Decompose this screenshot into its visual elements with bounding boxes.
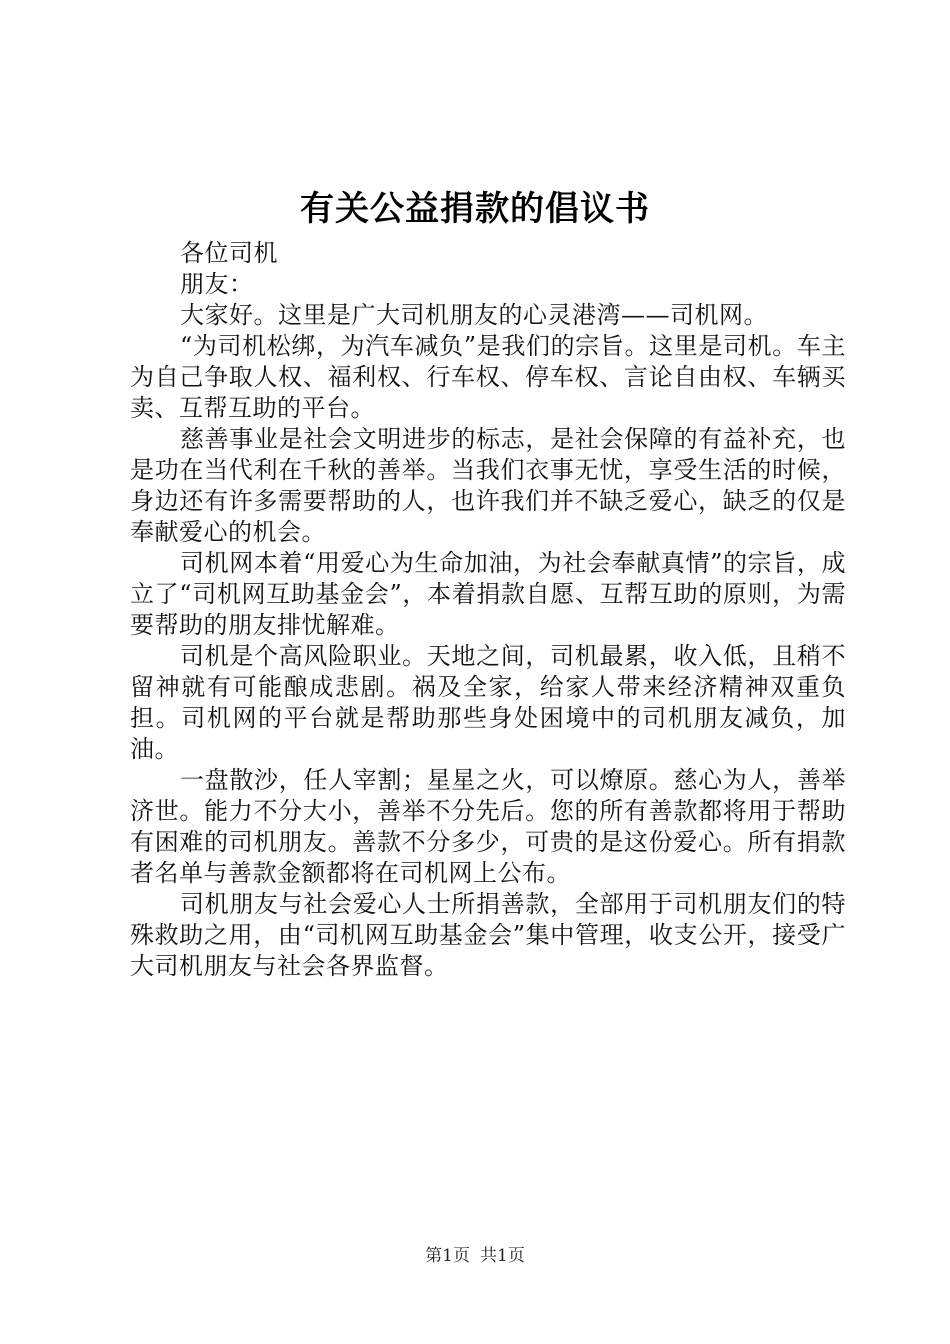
paragraph-appeal: 一盘散沙，任人宰割；星星之火，可以燎原。慈心为人，善举济世。能力不分大小，善举不分先后。您的所有善款都将用于帮助有困难的司机朋友。善款不分多少，可贵的是这份爱心。所有捐款者名单与善款金额都将在司机网上公布。 [130,766,846,887]
paragraph-greeting: 大家好。这里是广大司机朋友的心灵港湾——司机网。 [180,301,768,329]
paragraph-foundation: 司机网本着“用爱心为生命加油，为社会奉献真情”的宗旨，成立了“司机网互助基金会”，本着捐款自愿、互帮互助的原则，为需要帮助的朋友排忧解难。 [130,549,846,639]
page-number: 第1页 [425,1246,470,1266]
salutation-line-1: 各位司机 [180,239,278,267]
document-body [130,238,846,982]
paragraph-charity: 慈善事业是社会文明进步的标志，是社会保障的有益补充，也是功在当代利在千秋的善举。当我们衣事无忧，享受生活的时候，身边还有许多需要帮助的人，也许我们并不缺乏爱心，缺乏的仅是奉献爱心的机会。 [130,425,846,546]
page-footer [0,1244,950,1268]
page-total: 共1页 [480,1246,525,1266]
paragraph-purpose: “为司机松绑，为汽车减负”是我们的宗旨。这里是司机。车主为自己争取人权、福利权、行车权、停车权、言论自由权、车辆买卖、互帮互助的平台。 [130,332,846,422]
paragraph-risk: 司机是个高风险职业。天地之间，司机最累，收入低，且稍不留神就有可能酿成悲剧。祸及全家，给家人带来经济精神双重负担。司机网的平台就是帮助那些身处困境中的司机朋友减负，加油。 [130,642,846,763]
paragraph-management: 司机朋友与社会爱心人士所捐善款，全部用于司机朋友们的特殊救助之用，由“司机网互助基金会”集中管理，收支公开，接受广大司机朋友与社会各界监督。 [130,890,846,980]
salutation-line-2: 朋友： [180,270,254,298]
document-title: 有关公益捐款的倡议书 [300,189,650,229]
